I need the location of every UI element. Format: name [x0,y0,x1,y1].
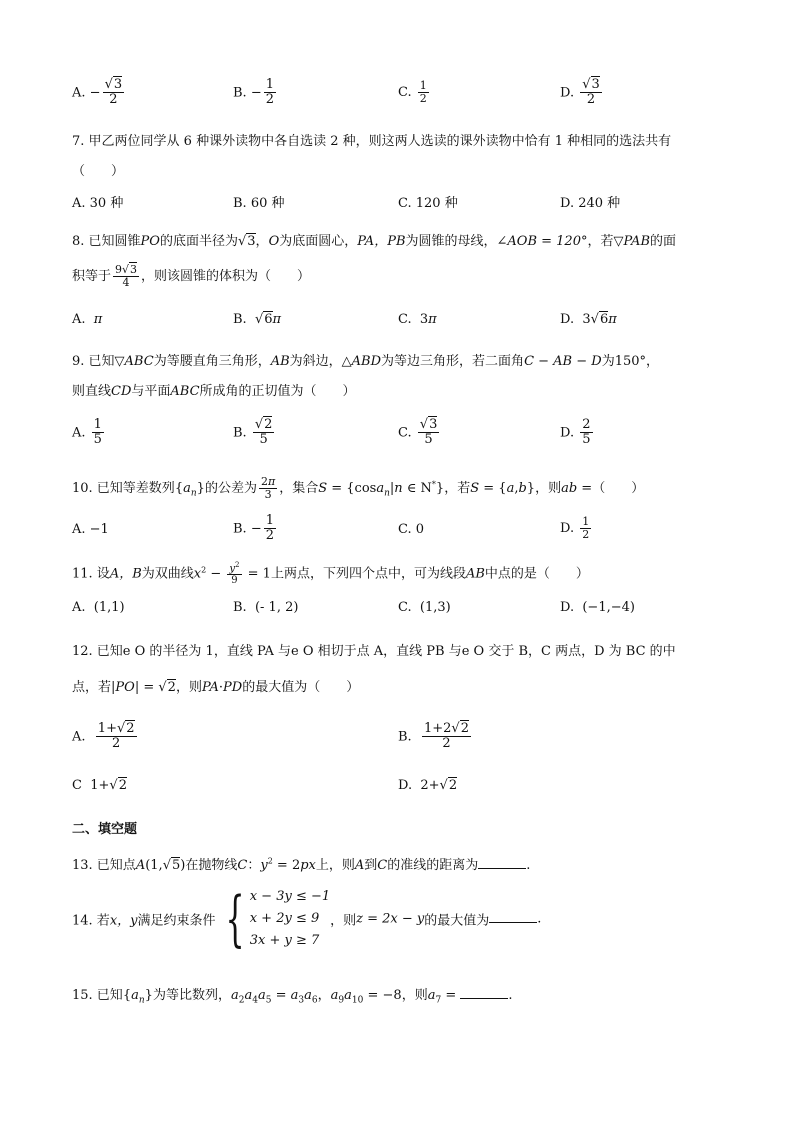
q10-stem: 10. 已知等差数列$\{a_n\}$的公差为 $\frac{2\pi}{3}$ ，集合S = {cosa$_n$|n ∈ N*}，若S = {a,b}，则ab =（ ） [72,475,645,502]
q12-stem-line2: 点，若|PO| = √2，则PA·PD的最大值为（ ） [72,680,360,695]
q11-option-c: C. (1,3) [398,600,451,615]
q9-option-a: A. $\frac{1}{5}$ [72,417,102,448]
q14-stem: 14. 若x，y满足约束条件 { x − 3y ≤ −1 x + 2y ≤ 9 3x + y ≥ 7 ，则z = 2x − y的最大值为 . [72,884,542,954]
q8-stem-line1: 8. 已知圆锥PO的底面半径为√3，O为底面圆心，PA，PB为圆锥的母线，∠AOB = 120°，若▽PAB的面 [72,234,677,249]
q7-option-c: C. 120 种 [398,196,458,211]
section-title-fill-in: 二、填空题 [72,822,138,837]
q7-option-d: D. 240 种 [560,196,621,211]
q8-option-c: C. 3π [398,312,437,327]
q9-stem-line1: 9. 已知▽ABC为等腰直角三角形，AB为斜边，△ABD为等边三角形，若二面角C − AB − D为150°， [72,354,660,369]
q10-option-d: D. $\frac{1}{2}$ [560,515,590,542]
q7-option-a: A. 30 种 [72,196,124,211]
q12-option-b: B. $\frac{1+2√2}{2}$ [398,721,469,752]
q14-answer-blank[interactable] [489,910,537,923]
q7-stem: 7. 甲乙两位同学从 6 种课外读物中各自选读 2 种，则这两人选读的课外读物中恰有 1 种相同的选法共有 [72,134,672,149]
q6-option-c: C. $\frac{1}{2}$ [398,79,427,106]
q9-option-c: C. $\frac{√3}{5}$ [398,417,438,448]
q13-stem: 13. 已知点A(1,√5)在抛物线C：$y^2 = 2px$上，则A到C的准线的距离为 . [72,856,531,873]
q9-option-d: D. $\frac{2}{5}$ [560,417,591,448]
q12-option-d: D. 2+√2 [398,778,458,793]
q12-option-c: C 1+√2 [72,778,127,793]
q12-option-a: A. $\frac{1+√2}{2}$ [72,721,135,752]
q10-option-c: C. 0 [398,522,425,537]
q6-option-b: B. − $\frac{1}{2}$ [233,77,274,108]
q8-option-b: B. √6π [233,312,282,327]
q11-option-a: A. (1,1) [72,600,125,615]
q11-option-d: D. (−1,−4) [560,600,635,615]
q9-option-b: B. $\frac{√2}{5}$ [233,417,273,448]
q8-option-d: D. 3√6π [560,312,617,327]
q8-stem-line2: 积等于 $\frac{9√3}{4}$ ，则该圆锥的体积为（ ） [72,263,311,290]
q7-option-b: B. 60 种 [233,196,285,211]
q8-option-a: A. π [72,312,103,327]
q15-stem: 15. 已知$\{a_n\}$为等比数列，$a_2a_4a_5 = a_3a_6$，$a_9a_{10} = -8$，则$a_7$ = . [72,988,513,1006]
q9-stem-line2: 则直线CD与平面ABC所成角的正切值为（ ） [72,384,356,399]
q10-option-b: B. − $\frac{1}{2}$ [233,513,274,544]
q12-stem-line1: 12. 已知e O 的半径为 1，直线 PA 与e O 相切于点 A，直线 PB 与e O 交于 B，C 两点，D 为 BC 的中 [72,644,676,659]
q6-option-a: A. − $\frac{√3}{2}$ [72,77,123,108]
q11-stem: 11. 设A，B为双曲线$x^2$ − $\frac{y^2}{9}$ = 1上两点，下列四个点中，可为线段AB中点的是（ ） [72,561,589,587]
q6-option-d: D. $\frac{√3}{2}$ [560,77,600,108]
q7-paren: （ ） [72,164,125,179]
q11-option-b: B. (- 1, 2) [233,600,299,615]
q10-option-a: A. −1 [72,522,109,537]
q15-answer-blank[interactable] [460,986,508,999]
q13-answer-blank[interactable] [478,856,526,869]
